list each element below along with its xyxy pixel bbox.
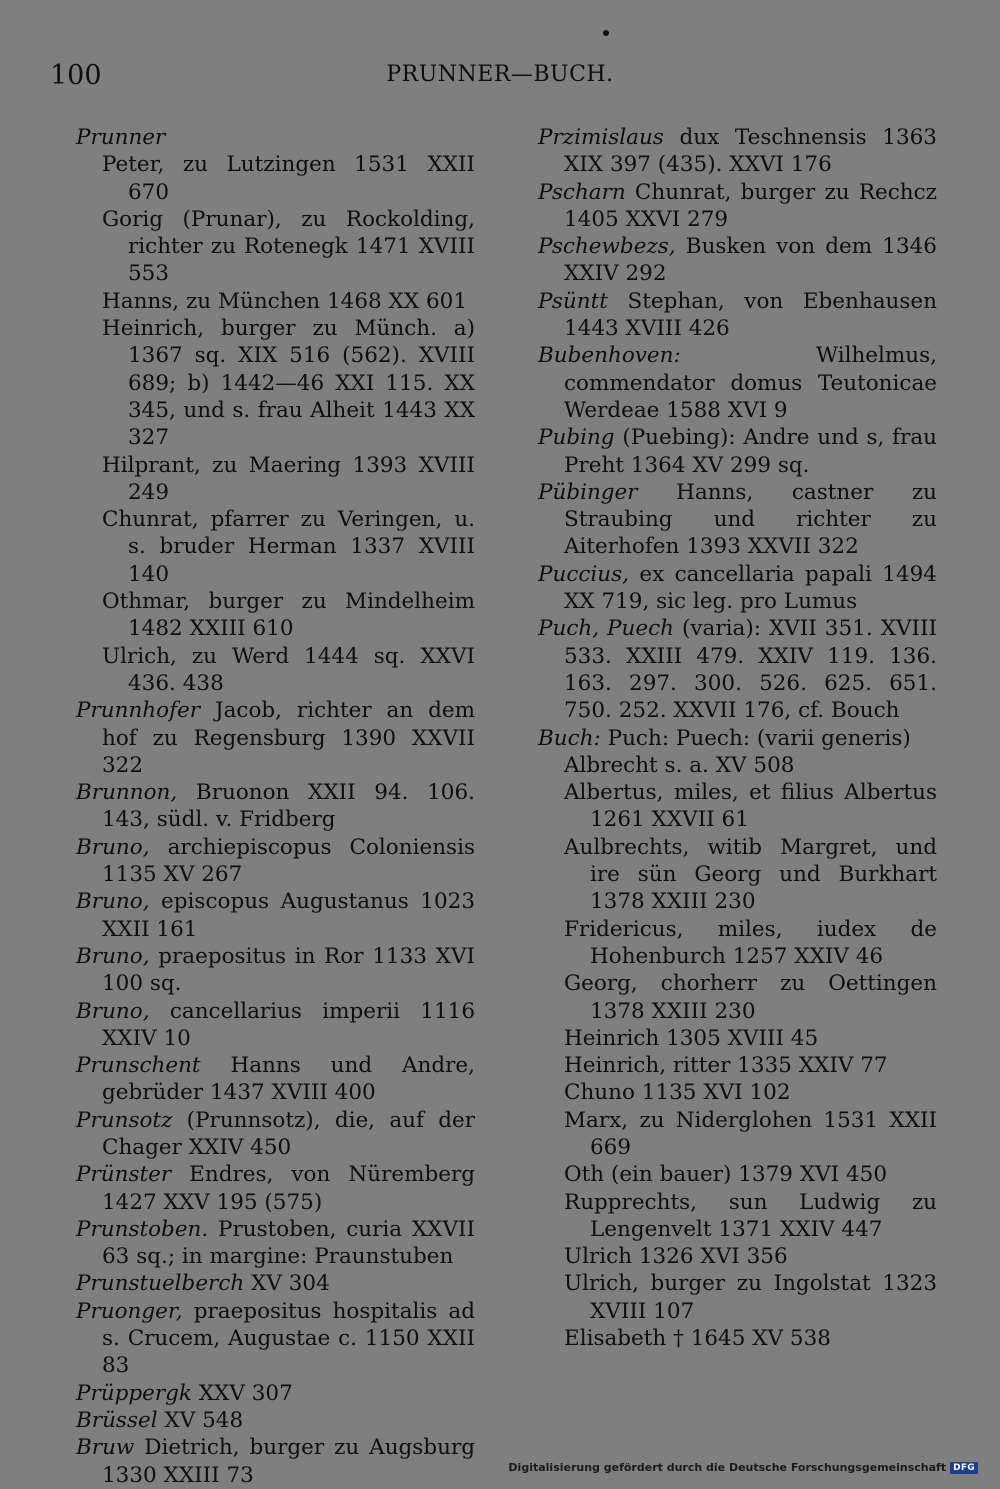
entry-headword: Pubing: [538, 425, 615, 451]
index-entry: [50, 1298, 475, 1380]
index-entry: [50, 124, 475, 151]
entry-headword: Puch, Puech: [538, 616, 674, 642]
index-entry: [50, 315, 475, 451]
entry-headword: Prünster: [76, 1162, 172, 1188]
entry-text: Prustoben, curia XXVII 63 sq.; in margine: Praunstuben: [102, 1216, 475, 1270]
index-entry: [512, 615, 937, 724]
index-entry: [50, 151, 475, 206]
entry-text: Jacob, richter an dem hof zu Regensburg 1390 XXVII 322: [102, 698, 475, 778]
entry-text: Marx, zu Niderglohen 1531 XXII 669: [564, 1107, 937, 1160]
index-column-right: [512, 124, 937, 1352]
entry-text: Rupprechts, sun Ludwig zu Lengenvelt 1371 XXIV 447: [564, 1189, 937, 1242]
entry-headword: Prunsotz: [76, 1107, 173, 1133]
index-entry: [512, 725, 937, 752]
entry-text: Fridericus, miles, iudex de Hohenburch 1257 XXIV 46: [564, 916, 937, 969]
entry-text: Aulbrechts, witib Margret, und ire sün Georg und Burkhart 1378 XXIII 230: [564, 834, 937, 915]
index-entry: [512, 1243, 937, 1270]
entry-text: Oth (ein bauer) 1379 XVI 450: [564, 1162, 888, 1188]
index-entry: [512, 288, 937, 343]
entry-headword: Bruno,: [76, 889, 150, 915]
entry-text: (varia): XVII 351. XVIII 533. XXIII 479. XXIV 119. 136. 163. 297. 300. 526. 625. 651. 750. 252. XXVII 176, cf. Bouch: [564, 616, 938, 724]
print-speck: [603, 30, 609, 36]
entry-text: Ulrich, zu Werd 1444 sq. XXVI 436. 438: [102, 643, 475, 696]
index-entry: [50, 834, 475, 889]
index-entry: [512, 1189, 937, 1244]
footer-credit: [508, 1461, 978, 1474]
entry-text: Hanns, castner zu Straubing und richter zu Aiterhofen 1393 XXVII 322: [564, 479, 937, 560]
entry-text: Chunrat, burger zu Rechcz 1405 XXVI 279: [564, 179, 937, 232]
entry-text: Hanns und Andre, gebrüder 1437 XVIII 400: [102, 1053, 475, 1106]
index-entry: [512, 834, 937, 916]
index-entry: [512, 1079, 937, 1106]
entry-headword: Psüntt: [538, 288, 608, 314]
index-entry: [512, 479, 937, 561]
entry-text: Busken von dem 1346 XXIV 292: [564, 234, 937, 287]
entry-headword: Prunstoben.: [76, 1216, 209, 1242]
index-entry: [50, 1270, 475, 1297]
index-entry: [50, 1161, 475, 1216]
index-entry: [50, 943, 475, 998]
entry-text: Wilhelmus, commendator domus Teutonicae Werdeae 1588 XVI 9: [564, 343, 937, 423]
entry-text: XV 548: [157, 1407, 244, 1433]
index-entry: [512, 752, 937, 779]
index-entry: [50, 506, 475, 588]
entry-text: Heinrich 1305 XVIII 45: [564, 1025, 819, 1051]
entry-text: (Prunnsotz), die, auf der Chager XXIV 450: [102, 1107, 475, 1160]
entry-text: Peter, zu Lutzingen 1531 XXII 670: [102, 152, 475, 205]
entry-headword: Brunnon,: [76, 780, 178, 806]
entry-headword: Buch:: [538, 725, 601, 751]
index-entry: [50, 1434, 475, 1489]
index-entry: [512, 1052, 937, 1079]
index-entry: [50, 643, 475, 698]
index-entry: [50, 1052, 475, 1107]
running-head: PRUNNER—BUCH.: [386, 62, 614, 87]
entry-headword: Prunschent: [76, 1053, 201, 1079]
entry-text: Albertus, miles, et filius Albertus 1261 XXVII 61: [564, 780, 937, 833]
index-entry: [50, 452, 475, 507]
entry-headword: Bruno,: [76, 943, 150, 969]
entry-text: Endres, von Nüremberg 1427 XXV 195 (575): [102, 1162, 475, 1215]
entry-headword: Przimislaus: [538, 125, 664, 150]
index-entry: [512, 1025, 937, 1052]
index-column-left: [50, 124, 475, 1489]
index-entry: [512, 124, 937, 179]
entry-text: praepositus hospitalis ad s. Crucem, Augustae c. 1150 XXII 83: [102, 1298, 475, 1379]
entry-text: Georg, chorherr zu Oettingen 1378 XXIII 230: [564, 971, 937, 1024]
index-entry: [50, 1380, 475, 1407]
entry-text: Bruonon XXII 94. 106. 143, südl. v. Fridberg: [102, 780, 475, 833]
entry-text: Heinrich, burger zu Münch. a) 1367 sq. XIX 516 (562). XVIII 689; b) 1442—46 XXI 115. XX 345, und s. frau Alheit 1443 XX 327: [102, 316, 475, 451]
entry-text: Hanns, zu München 1468 XX 601: [102, 288, 468, 314]
entry-headword: Pschewbezs,: [538, 234, 676, 260]
entry-headword: Bruw: [76, 1435, 135, 1461]
entry-text: XV 304: [244, 1271, 330, 1297]
entry-text: Hilprant, zu Maering 1393 XVIII 249: [102, 452, 475, 505]
entry-text: Ulrich, burger zu Ingolstat 1323 XVIII 107: [564, 1271, 937, 1324]
entry-text: archiepiscopus Coloniensis 1135 XV 267: [102, 834, 475, 888]
entry-text: (Puebing): Andre und s, frau Preht 1364 XV 299 sq.: [564, 425, 937, 478]
index-entry: [50, 779, 475, 834]
entry-text: dux Teschnensis 1363 XIX 397 (435). XXVI 176: [564, 125, 937, 178]
entry-text: Othmar, burger zu Mindelheim 1482 XXIII 610: [102, 589, 475, 642]
entry-text: Elisabeth † 1645 XV 538: [564, 1326, 831, 1352]
index-entry: [512, 1161, 937, 1188]
entry-headword: Puccius,: [538, 561, 629, 587]
index-entry: [512, 179, 937, 234]
entry-headword: Brüssel: [76, 1407, 158, 1433]
entry-text: episcopus Augustanus 1023 XXII 161: [102, 889, 475, 942]
index-entry: [50, 888, 475, 943]
entry-headword: Prunner: [76, 125, 166, 150]
entry-headword: Pscharn: [538, 179, 626, 205]
index-entry: [512, 1270, 937, 1325]
entry-text: Puch: Puech: (varii generis): [600, 725, 911, 751]
index-entry: [512, 1325, 937, 1352]
entry-headword: Pruonger,: [76, 1298, 183, 1324]
entry-headword: Prunnhofer: [76, 698, 201, 724]
entry-text: Dietrich, burger zu Augsburg 1330 XXIII 73: [102, 1435, 475, 1488]
entry-headword: Prüppergk: [76, 1380, 192, 1406]
index-entry: [512, 1107, 937, 1162]
index-entry: [512, 561, 937, 616]
dfg-logo: DFG: [950, 1462, 978, 1474]
index-entry: [50, 697, 475, 779]
index-entry: [512, 342, 937, 424]
entry-text: Chunrat, pfarrer zu Veringen, u. s. bruder Herman 1337 XVIII 140: [102, 507, 475, 587]
page-number: 100: [50, 60, 102, 91]
entry-text: Gorig (Prunar), zu Rockolding, richter zu Rotenegk 1471 XVIII 553: [102, 206, 475, 287]
index-entry: [50, 288, 475, 315]
index-entry: [512, 916, 937, 971]
index-entry: [50, 588, 475, 643]
entry-text: praepositus in Ror 1133 XVI 100 sq.: [102, 943, 475, 997]
index-entry: [512, 779, 937, 834]
entry-headword: Bubenhoven:: [538, 343, 681, 369]
entry-text: XXV 307: [191, 1380, 293, 1406]
entry-headword: Prunstuelberch: [76, 1271, 245, 1297]
entry-headword: Bruno,: [76, 834, 150, 860]
entry-headword: Bruno,: [76, 998, 150, 1024]
index-entry: [50, 206, 475, 288]
entry-text: Ulrich 1326 XVI 356: [564, 1244, 788, 1270]
entry-text: ex cancellaria papali 1494 XX 719, sic leg. pro Lumus: [564, 561, 937, 615]
entry-text: Albrecht s. a. XV 508: [564, 752, 795, 778]
footer-credit-text: Digitalisierung gefördert durch die Deutsche Forschungsgemeinschaft: [508, 1461, 947, 1474]
index-entry: [512, 233, 937, 288]
index-entry: [50, 1407, 475, 1434]
index-entry: [512, 424, 937, 479]
entry-headword: Pübinger: [538, 479, 638, 505]
index-entry: [512, 970, 937, 1025]
entry-text: Heinrich, ritter 1335 XXIV 77: [564, 1053, 888, 1079]
entry-text: Chuno 1135 XVI 102: [564, 1080, 791, 1106]
index-entry: [50, 1216, 475, 1271]
index-entry: [50, 998, 475, 1053]
entry-text: cancellarius imperii 1116 XXIV 10: [102, 998, 475, 1051]
index-entry: [50, 1107, 475, 1162]
entry-text: Stephan, von Ebenhausen 1443 XVIII 426: [564, 288, 937, 342]
